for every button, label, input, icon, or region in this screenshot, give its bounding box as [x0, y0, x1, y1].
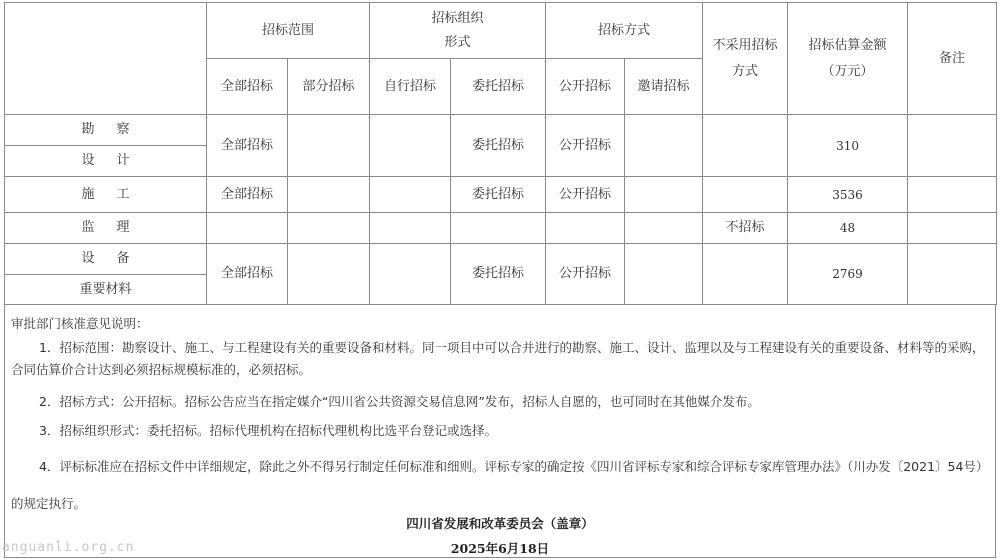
- row-label-materials: 重要材料: [5, 275, 207, 305]
- header-amount-line1: 招标估算金额: [808, 37, 887, 53]
- equipment-org: 委托招标: [451, 244, 546, 305]
- header-no-bid-line1: 不采用招标: [712, 37, 778, 53]
- sub-full: 全部招标: [207, 59, 288, 115]
- equipment-remark: [908, 244, 997, 305]
- construction-scope: 全部招标: [207, 177, 288, 213]
- note-item-1: 1．招标范围：勘察设计、施工、与工程建设有关的重要设备和材料。同一项目中可以合并进行的勘察、施工、设计、监理以及与工程建设有关的重要设备、材料等的采购，合同估算价合计达到必须招标规模标准的，必须招标。: [11, 340, 985, 377]
- supervision-no-bid: 不招标: [703, 213, 788, 244]
- sub-invite: 邀请招标: [625, 59, 703, 115]
- equipment-partial: [288, 244, 370, 305]
- equipment-scope: 全部招标: [207, 244, 288, 305]
- header-amount-line2: （万元）: [821, 63, 874, 79]
- construction-remark: [908, 177, 997, 213]
- sub-partial: 部分招标: [288, 59, 370, 115]
- design-method: 公开招标: [546, 115, 625, 177]
- design-scope: 全部招标: [207, 115, 288, 177]
- notes-title: 审批部门核准意见说明：: [11, 316, 149, 331]
- equipment-amount: 2769: [788, 244, 908, 305]
- supervision-invite: [625, 213, 703, 244]
- header-org-line2: 形式: [444, 34, 471, 50]
- construction-no-bid: [703, 177, 788, 213]
- supervision-method: [546, 213, 625, 244]
- equipment-self: [370, 244, 451, 305]
- approval-form: [4, 2, 996, 558]
- design-self: [370, 115, 451, 177]
- header-method: 招标方式: [546, 3, 703, 59]
- construction-method: 公开招标: [546, 177, 625, 213]
- sign-date: 2025年6月18日: [450, 541, 550, 556]
- note-item-3: 3．招标组织形式：委托招标。招标代理机构在招标代理机构比选平台登记或选择。: [39, 423, 497, 438]
- construction-self: [370, 177, 451, 213]
- supervision-scope: [207, 213, 288, 244]
- supervision-org: [451, 213, 546, 244]
- header-org-line1: 招标组织: [431, 10, 484, 26]
- supervision-partial: [288, 213, 370, 244]
- sub-entrusted: 委托招标: [451, 59, 546, 115]
- construction-org: 委托招标: [451, 177, 546, 213]
- approval-notes: [4, 305, 996, 558]
- supervision-amount: 48: [788, 213, 908, 244]
- design-org: 委托招标: [451, 115, 546, 177]
- equipment-method: 公开招标: [546, 244, 625, 305]
- sub-open: 公开招标: [546, 59, 625, 115]
- header-remark: 备注: [908, 3, 997, 115]
- watermark: anguanli.org.cn: [2, 540, 135, 555]
- equipment-no-bid: [703, 244, 788, 305]
- corner-cell: [5, 3, 207, 115]
- bidding-table: [4, 2, 997, 305]
- supervision-self: [370, 213, 451, 244]
- row-label-survey: 勘察: [5, 115, 207, 146]
- header-org-form: [370, 3, 546, 59]
- construction-amount: 3536: [788, 177, 908, 213]
- design-partial: [288, 115, 370, 177]
- sub-self: 自行招标: [370, 59, 451, 115]
- equipment-invite: [625, 244, 703, 305]
- header-no-bid-line2: 方式: [732, 63, 759, 79]
- note-item-4: 4．评标标准应在招标文件中详细规定，除此之外不得另行制定任何标准和细则。评标专家的确定按《四川省评标专家和综合评标专家库管理办法》（川办发〔2021〕54号）的规定执行。: [11, 459, 989, 511]
- construction-invite: [625, 177, 703, 213]
- design-invite: [625, 115, 703, 177]
- design-no-bid: [703, 115, 788, 177]
- note-item-2: 2．招标方式：公开招标。招标公告应当在指定媒介“四川省公共资源交易信息网”发布，招标人自愿的，也可同时在其他媒介发布。: [39, 394, 760, 409]
- row-label-design: 设计: [5, 146, 207, 177]
- supervision-remark: [908, 213, 997, 244]
- header-no-bid: [703, 3, 788, 115]
- row-label-construction: 施工: [5, 177, 207, 213]
- header-scope: 招标范围: [207, 3, 370, 59]
- row-label-equipment: 设备: [5, 244, 207, 275]
- signature: 四川省发展和改革委员会（盖章）: [406, 516, 594, 531]
- construction-partial: [288, 177, 370, 213]
- design-amount: 310: [788, 115, 908, 177]
- row-label-supervision: 监理: [5, 213, 207, 244]
- header-amount: [788, 3, 908, 115]
- design-remark: [908, 115, 997, 177]
